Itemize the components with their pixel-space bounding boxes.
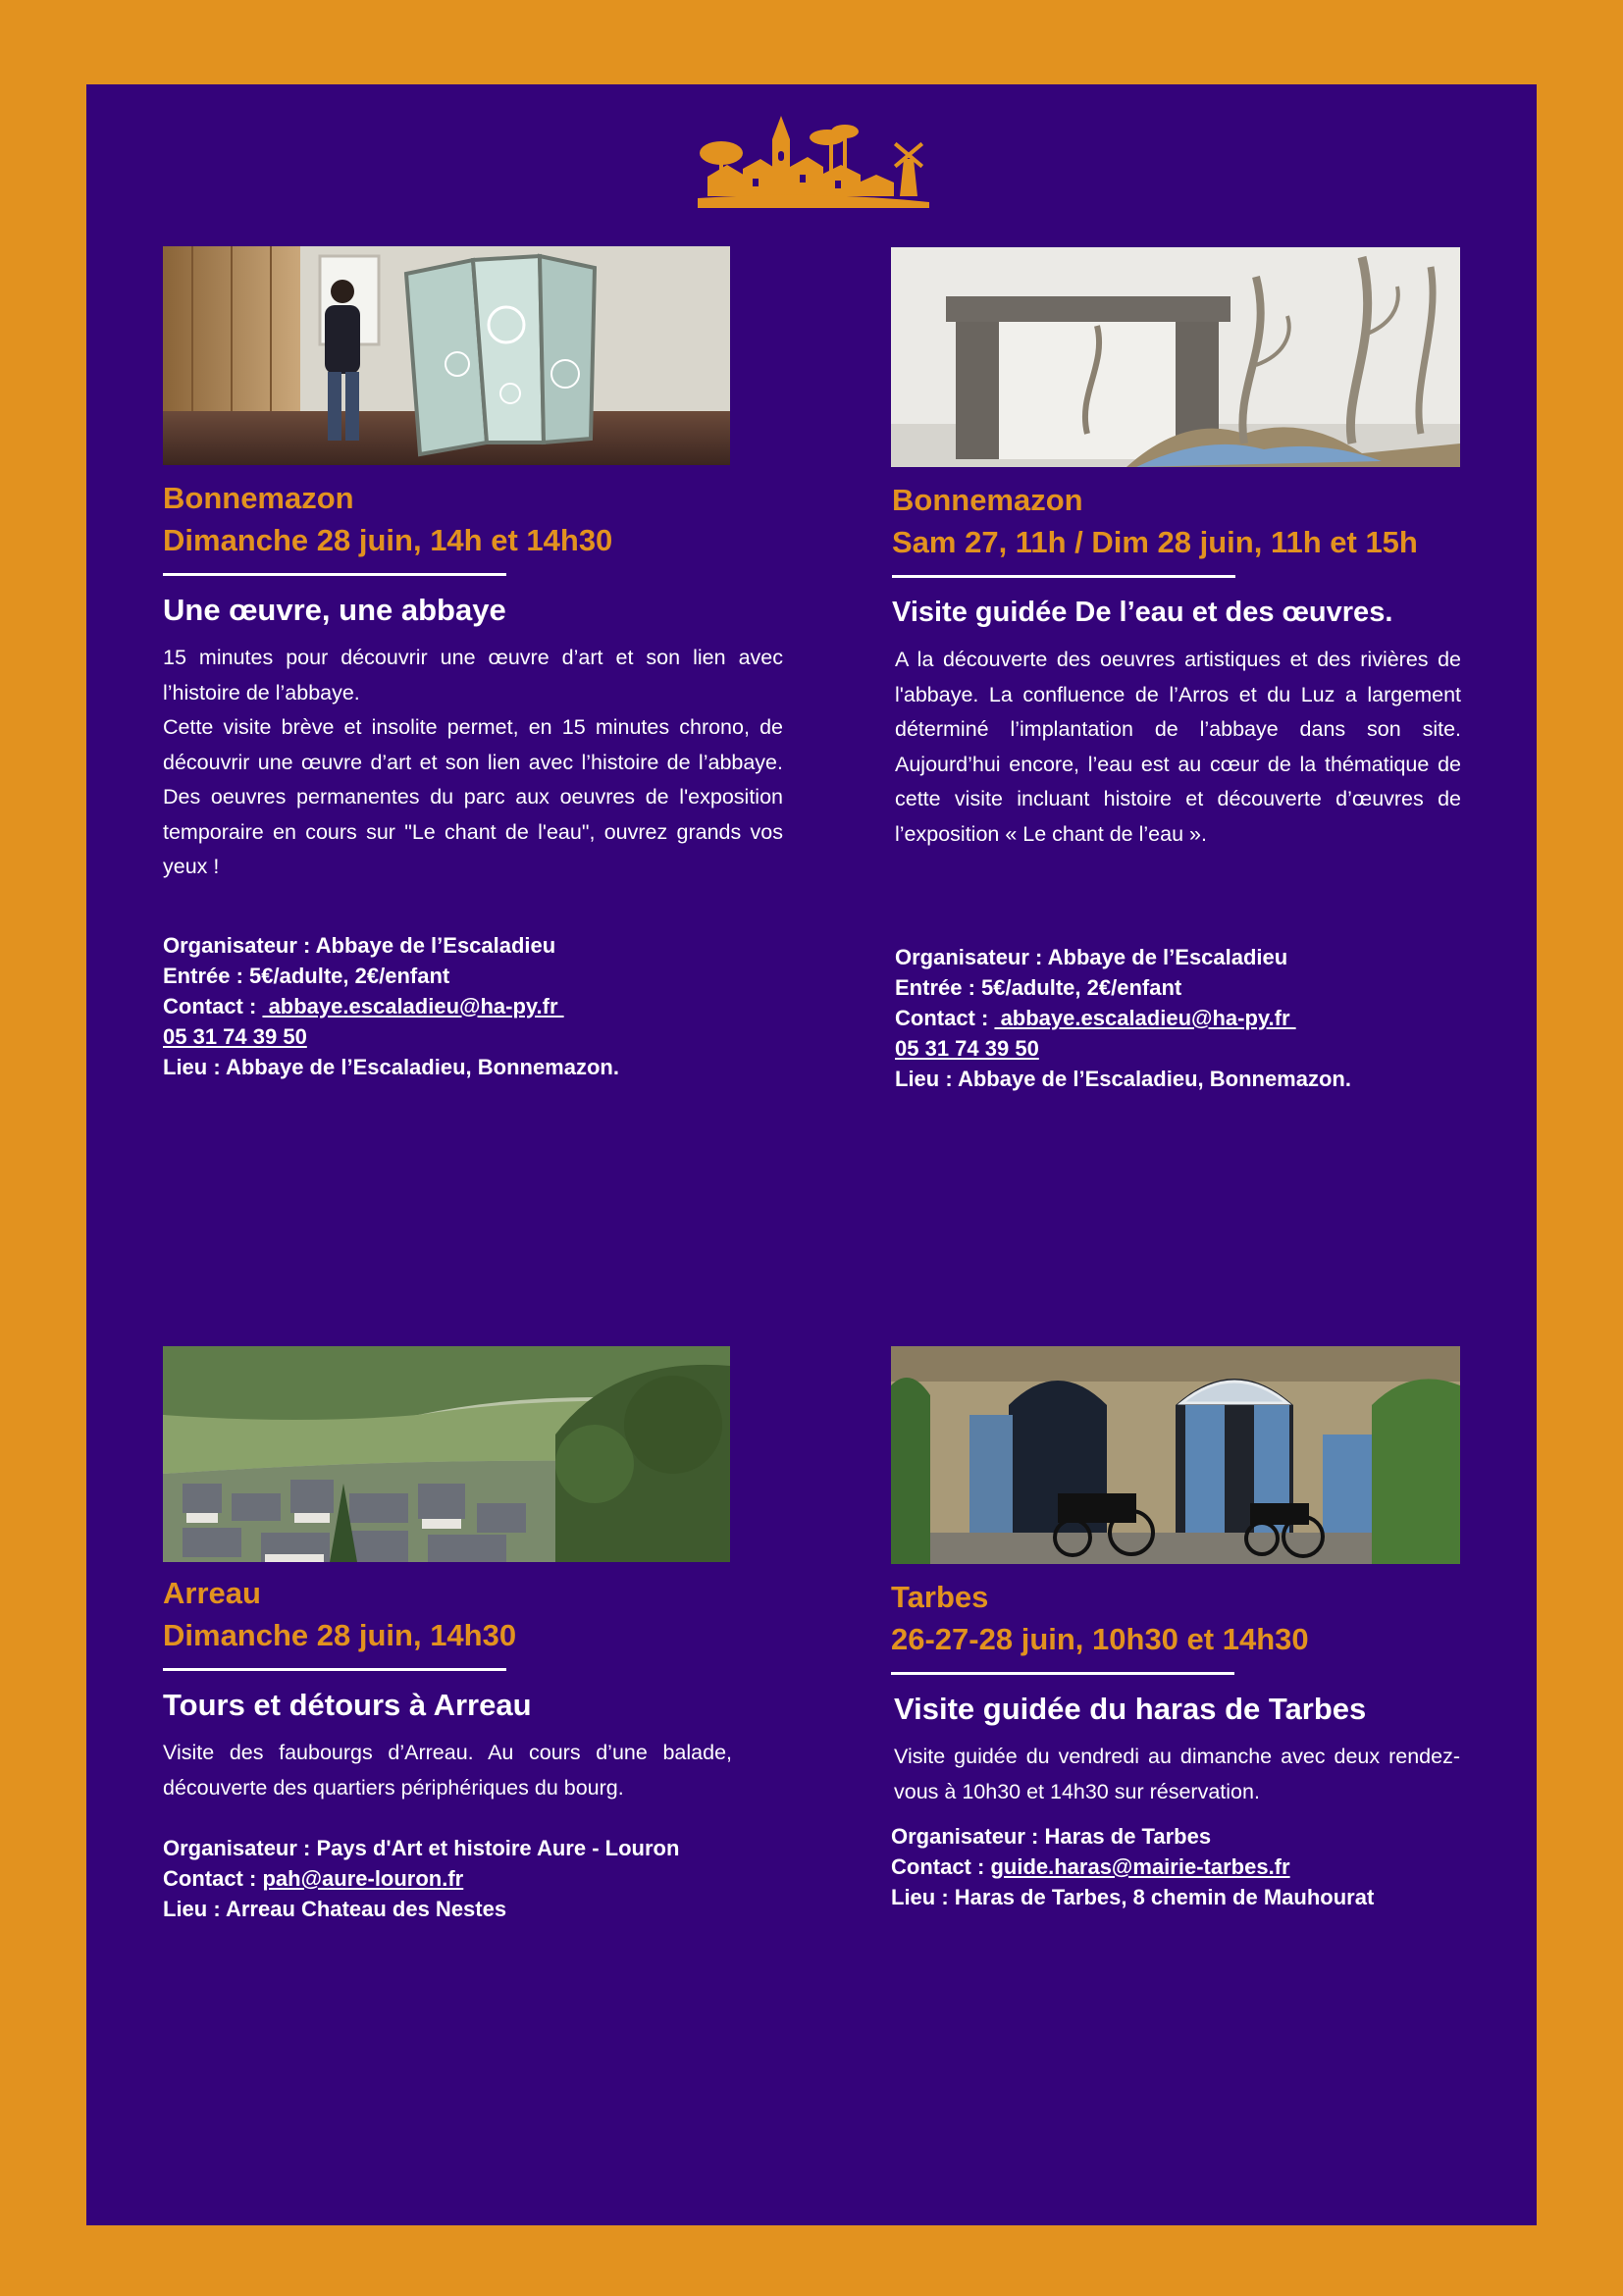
event-title: Visite guidée De l’eau et des œuvres.: [892, 597, 1393, 628]
event-date: Dimanche 28 juin, 14h et 14h30: [163, 523, 613, 557]
phone-line: [895, 1033, 1461, 1064]
organisateur-line: Organisateur : Abbaye de l’Escaladieu: [163, 932, 556, 958]
contact-line: Contact : guide.haras@mairie-tarbes.fr: [891, 1854, 1290, 1879]
phone-line: [163, 1021, 783, 1052]
entree-line: Entrée : 5€/adulte, 2€/enfant: [163, 963, 450, 988]
event-description: 15 minutes pour découvrir une œuvre d’art et son lien avec l’histoire de l’abbaye.: [163, 646, 783, 704]
event-title: Une œuvre, une abbaye: [163, 593, 506, 627]
event-place: Arreau: [163, 1576, 261, 1610]
phone-link[interactable]: 05 31 74 39 50: [163, 1023, 307, 1049]
organisateur-line: Organisateur : Pays d'Art et histoire Aure - Louron: [163, 1836, 680, 1860]
contact-email-link[interactable]: abbaye.escaladieu@ha-py.fr: [994, 1006, 1296, 1030]
contact-email-link[interactable]: abbaye.escaladieu@ha-py.fr: [262, 993, 564, 1018]
event-card: [163, 1572, 732, 1924]
organisateur-line: Organisateur : Abbaye de l’Escaladieu: [895, 945, 1288, 969]
divider: [163, 573, 506, 576]
entree-line: Entrée : 5€/adulte, 2€/enfant: [895, 975, 1182, 1000]
event-card: [892, 479, 1461, 1094]
event-info: [895, 942, 1461, 1094]
event-description: A la découverte des oeuvres artistiques et des rivières de l'abbaye. La confluence de l’Arros et du Luz a largement déterminé l’implantation de l’abbaye dans son site. Aujourd’hui encore, l’eau est au cœur de la thématique de cette visite incluant histoire et découverte d’œuvres de l’exposition « Le chant de l’eau ».: [895, 648, 1461, 846]
contact-email-link[interactable]: guide.haras@mairie-tarbes.fr: [990, 1854, 1290, 1879]
event-info: [163, 930, 783, 1082]
lieu-line: Lieu : Abbaye de l’Escaladieu, Bonnemazon.: [895, 1067, 1351, 1091]
photo-artwork-panels: [163, 246, 730, 465]
organisateur-line: Organisateur : Haras de Tarbes: [891, 1824, 1212, 1849]
page: [86, 84, 1537, 2225]
event-place: Bonnemazon: [892, 483, 1083, 517]
contact-line: Contact : abbaye.escaladieu@ha-py.fr: [895, 1006, 1296, 1030]
event-date: 26-27-28 juin, 10h30 et 14h30: [891, 1622, 1309, 1656]
divider: [891, 1672, 1234, 1675]
contact-email-link[interactable]: pah@aure-louron.fr: [262, 1866, 464, 1891]
event-info: [163, 1833, 732, 1924]
phone-link[interactable]: 05 31 74 39 50: [895, 1036, 1039, 1061]
lieu-line: Lieu : Haras de Tarbes, 8 chemin de Mauhourat: [891, 1885, 1375, 1909]
lieu-line: Lieu : Abbaye de l’Escaladieu, Bonnemazon.: [163, 1054, 619, 1079]
divider: [892, 575, 1235, 578]
event-description: Cette visite brève et insolite permet, en 15 minutes chrono, de découvrir une œuvre d’art et son lien avec l’histoire de l’abbaye. Des oeuvres permanentes du parc aux oeuvres de l'exposition temporaire en cours sur "Le chant de l'eau", ouvrez grands vos yeux !: [163, 715, 783, 878]
divider: [163, 1668, 506, 1671]
photo-arreau-village: [163, 1346, 730, 1562]
event-description: Visite guidée du vendredi au dimanche avec deux rendez-vous à 10h30 et 14h30 sur réservation.: [894, 1745, 1460, 1803]
photo-haras-tarbes: [891, 1346, 1460, 1564]
event-info: [891, 1821, 1460, 1912]
event-place: Bonnemazon: [163, 481, 354, 515]
village-silhouette-icon: [698, 114, 929, 208]
contact-line: Contact : abbaye.escaladieu@ha-py.fr: [163, 993, 564, 1018]
event-title: Visite guidée du haras de Tarbes: [894, 1692, 1367, 1726]
photo-fireplace-sculpture: [891, 247, 1460, 467]
event-date: Dimanche 28 juin, 14h30: [163, 1618, 517, 1652]
event-card: [891, 1576, 1460, 1912]
event-card: [163, 477, 783, 1082]
lieu-line: Lieu : Arreau Chateau des Nestes: [163, 1897, 507, 1921]
event-title: Tours et détours à Arreau: [163, 1688, 532, 1722]
event-date: Sam 27, 11h / Dim 28 juin, 11h et 15h: [892, 525, 1418, 559]
event-place: Tarbes: [891, 1580, 989, 1614]
contact-line: Contact : pah@aure-louron.fr: [163, 1866, 464, 1891]
event-description: Visite des faubourgs d’Arreau. Au cours d’une balade, découverte des quartiers périphériques du bourg.: [163, 1741, 732, 1800]
